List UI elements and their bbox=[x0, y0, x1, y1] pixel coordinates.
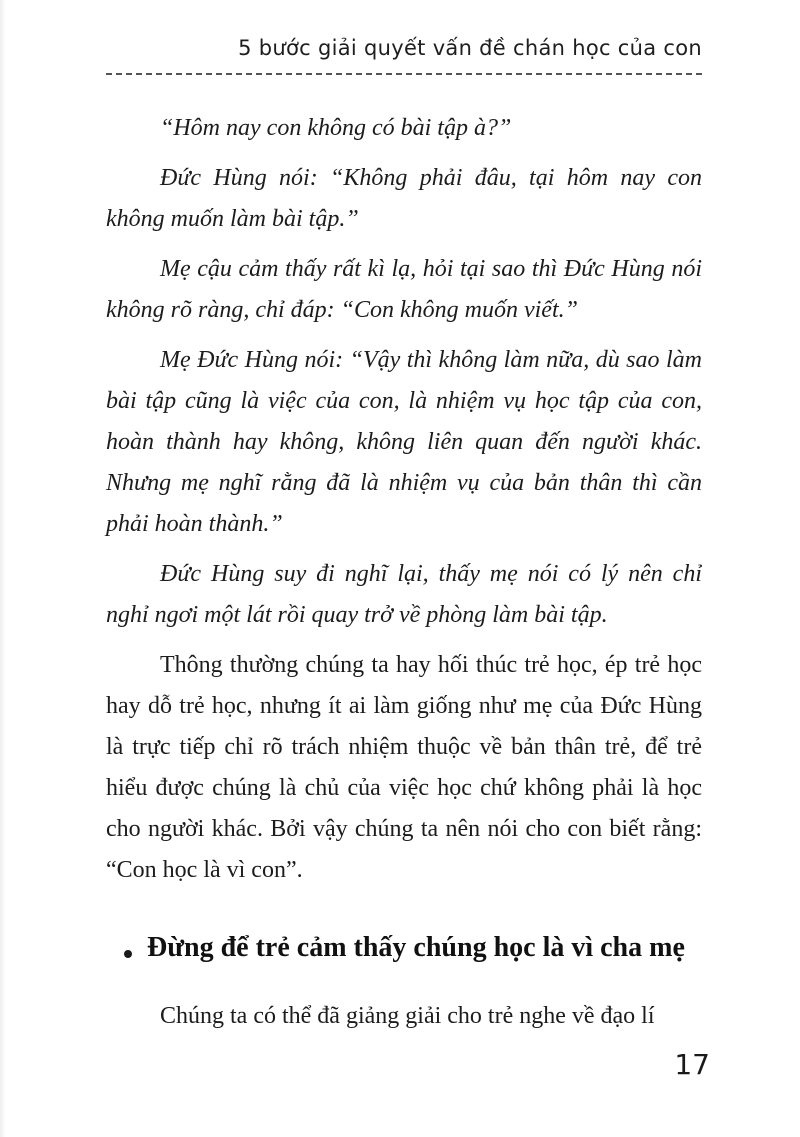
page-number: 17 bbox=[674, 1048, 710, 1081]
section-first-line: Chúng ta có thể đã giảng giải cho trẻ nghe về đạo lí bbox=[160, 1003, 655, 1029]
paragraph-5: Đức Hùng suy đi nghĩ lại, thấy mẹ nói có lý nên chỉ nghỉ ngơi một lát rồi quay trở về phòng làm bài tập. bbox=[106, 561, 702, 628]
body-text bbox=[106, 108, 702, 891]
bullet-icon bbox=[124, 950, 132, 958]
running-header: 5 bước giải quyết vấn đề chán học của con bbox=[238, 36, 702, 60]
paragraph-3: Mẹ cậu cảm thấy rất kì lạ, hỏi tại sao thì Đức Hùng nói không rõ ràng, chỉ đáp: “Con không muốn viết.” bbox=[106, 256, 702, 323]
paragraph-1: “Hôm nay con không có bài tập à?” bbox=[160, 115, 512, 141]
header-dashed-rule bbox=[106, 73, 702, 75]
spine-shadow bbox=[0, 0, 6, 1137]
paragraph-6: Thông thường chúng ta hay hối thúc trẻ học, ép trẻ học hay dỗ trẻ học, nhưng ít ai làm giống như mẹ của Đức Hùng là trực tiếp chỉ rõ trách nhiệm thuộc về bản thân trẻ, để trẻ hiểu được chúng là chủ của việc học chứ không phải là học cho người khác. Bởi vậy chúng ta nên nói cho con biết rằng: “Con học là vì con”. bbox=[106, 652, 702, 883]
section-heading: Đừng để trẻ cảm thấy chúng học là vì cha mẹ bbox=[147, 932, 685, 963]
paragraph-2: Đức Hùng nói: “Không phải đâu, tại hôm nay con không muốn làm bài tập.” bbox=[106, 165, 702, 232]
paragraph-4: Mẹ Đức Hùng nói: “Vậy thì không làm nữa, dù sao làm bài tập cũng là việc của con, là nhiệm vụ học tập của con, hoàn thành hay không, không liên quan đến người khác. Nhưng mẹ nghĩ rằng đã là nhiệm vụ của bản thân thì cần phải hoàn thành.” bbox=[106, 347, 702, 537]
